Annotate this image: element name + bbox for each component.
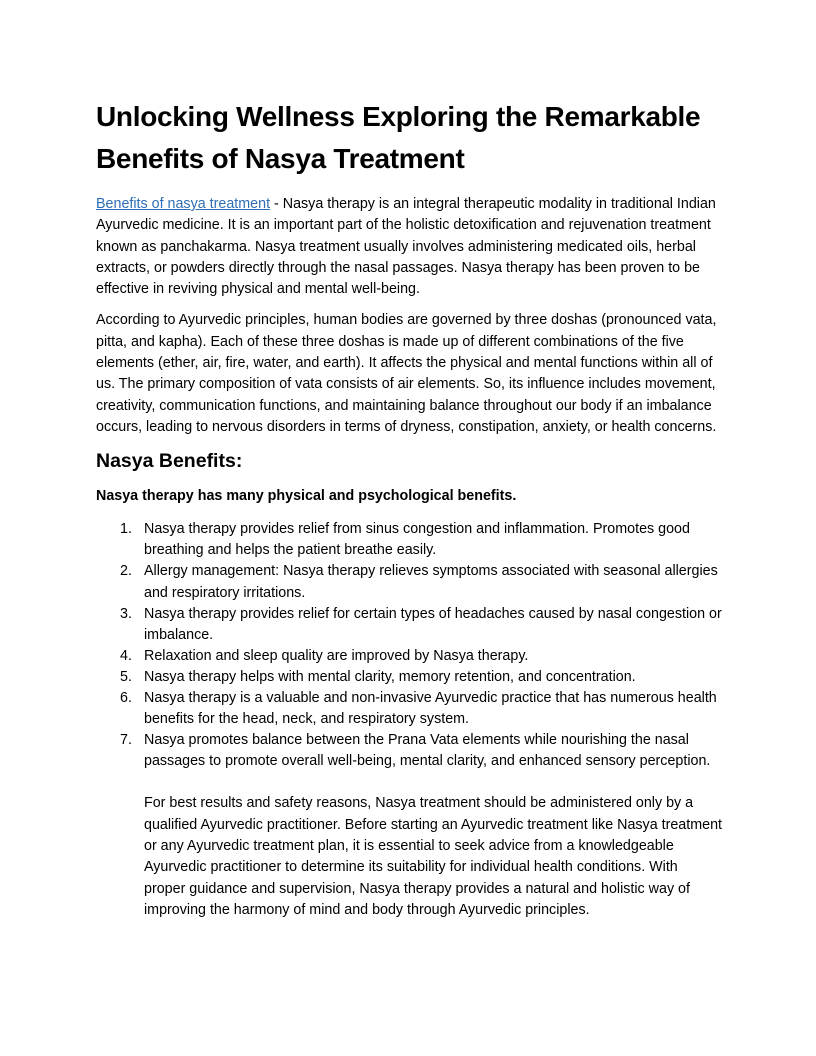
list-item: [96, 519, 722, 561]
list-item: [96, 646, 722, 667]
list-number: 1.: [120, 521, 132, 538]
page-title: Unlocking Wellness Exploring the Remarkable Benefits of Nasya Treatment: [96, 101, 701, 174]
list-item-text: Nasya promotes balance between the Prana Vata elements while nourishing the nasal passages to promote overall well-being, mental clarity, and enhanced sensory perception.: [144, 732, 711, 770]
list-item-text: Relaxation and sleep quality are improved by Nasya therapy.: [144, 647, 529, 664]
list-item-text: Nasya therapy provides relief from sinus congestion and inflammation. Promotes good breathing and helps the patient breathe easily.: [144, 521, 690, 559]
list-number: 4.: [120, 647, 132, 664]
doshas-paragraph: According to Ayurvedic principles, human bodies are governed by three doshas (pronounced vata, pitta, and kapha). Each of these three doshas is made up of different combinations of the five elements (ether, air, fire, water, and earth). It affects the physical and mental functions within all of us. The primary composition of vata consists of air elements. So, its influence includes movement, creativity, communication functions, and maintaining balance throughout our body if an imbalance occurs, leading to nervous disorders in terms of dryness, constipation, anxiety, or health concerns.: [96, 312, 717, 435]
list-number: 6.: [120, 690, 132, 707]
list-item: [96, 604, 722, 646]
list-item-text: Allergy management: Nasya therapy relieves symptoms associated with seasonal allergies and respiratory irritations.: [144, 563, 718, 601]
section-heading: Nasya Benefits:: [96, 450, 243, 473]
list-item: [96, 688, 722, 730]
list-item: [96, 667, 722, 688]
list-item: [96, 561, 722, 603]
list-number: 5.: [120, 668, 132, 685]
intro-paragraph: [96, 194, 722, 300]
list-number: 2.: [120, 563, 132, 580]
closing-paragraph: For best results and safety reasons, Nasya treatment should be administered only by a qualified Ayurvedic practitioner. Before starting an Ayurvedic treatment like Nasya treatment or any Ayurvedic treatment plan, it is essential to seek advice from a knowledgeable Ayurvedic practitioner to determine its suitability for individual health conditions. With proper guidance and supervision, Nasya therapy provides a natural and holistic way of improving the harmony of mind and body through Ayurvedic principles.: [144, 795, 723, 918]
benefits-link[interactable]: Benefits of nasya treatment: [96, 196, 271, 212]
list-item-text: Nasya therapy provides relief for certain types of headaches caused by nasal congestion or imbalance.: [144, 605, 722, 643]
intro-text: - Nasya therapy is an integral therapeutic modality in traditional Indian Ayurvedic medicine. It is an important part of the holistic detoxification and rejuvenation treatment known as panchakarma. Nasya treatment usually involves administering medicated oils, herbal extracts, or powders directly through the nasal passages. Nasya therapy has been proven to be effective in reviving physical and mental well-being.: [96, 196, 716, 298]
benefits-list: [96, 519, 722, 772]
benefits-lead: Nasya therapy has many physical and psychological benefits.: [96, 488, 517, 505]
list-item: [96, 730, 722, 772]
list-number: 3.: [120, 605, 132, 622]
document-page: [96, 96, 722, 921]
list-item-text: Nasya therapy is a valuable and non-invasive Ayurvedic practice that has numerous health benefits for the head, neck, and respiratory system.: [144, 690, 717, 728]
list-item-text: Nasya therapy helps with mental clarity, memory retention, and concentration.: [144, 668, 636, 685]
list-number: 7.: [120, 732, 132, 749]
